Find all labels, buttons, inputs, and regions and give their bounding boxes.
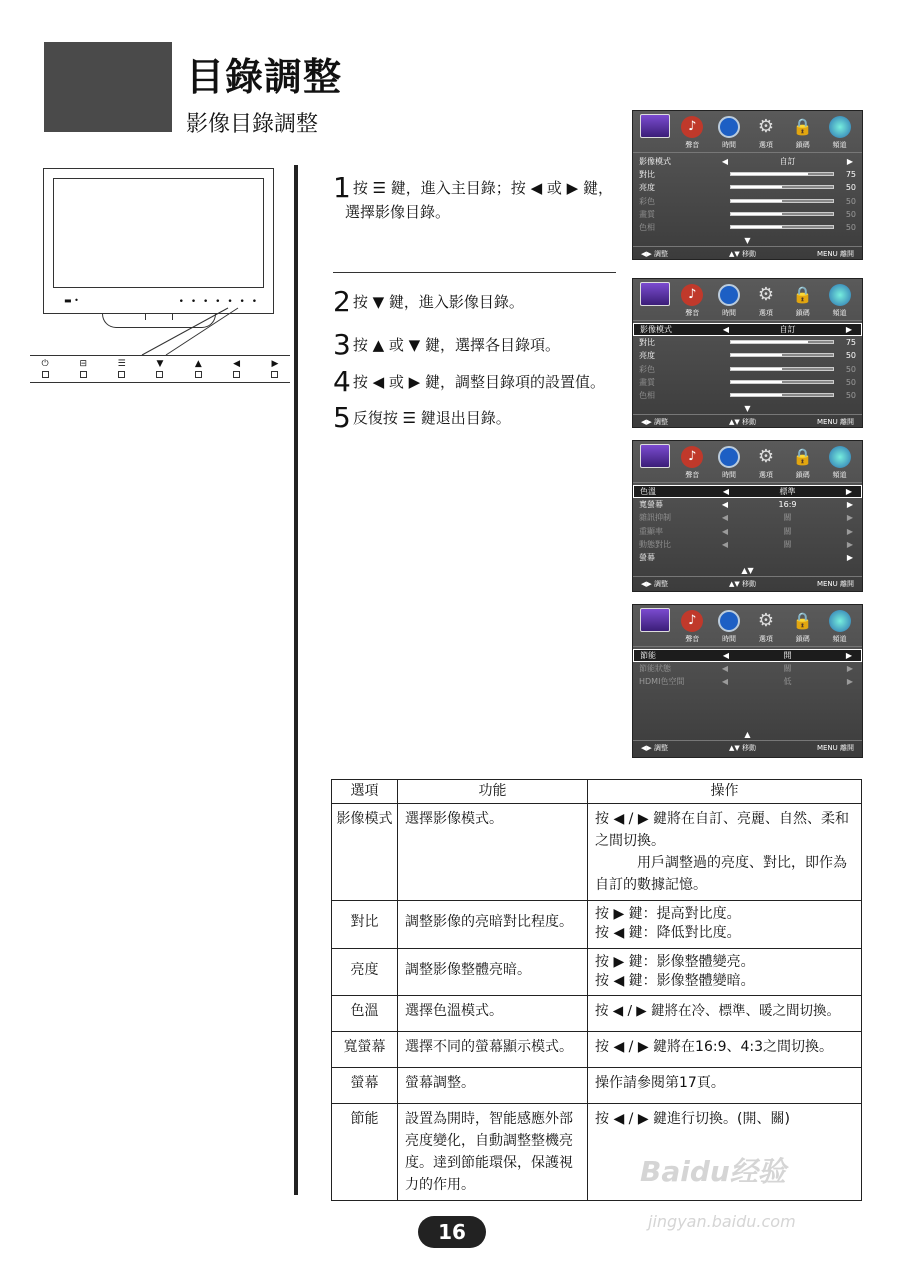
- step-divider: [333, 272, 616, 273]
- osd-row: 色溫 ◀ 標準 ▶: [633, 485, 862, 498]
- osd-slider: [730, 380, 834, 384]
- left-arrow-icon: ◀: [721, 677, 729, 687]
- step-5: 5 反復按 ☰ 鍵退出目錄。: [333, 401, 511, 434]
- osd-tab: ♪ 聲音: [675, 284, 709, 317]
- osd-tab-bar: [633, 441, 862, 483]
- table-row: 節能 設置為開時，智能感應外部亮度變化，自動調整整機亮度。達到節能環保，保護視力的作用。 按 ◀ / ▶ 鍵進行切換。(開、關): [332, 1104, 862, 1201]
- settings-table: [331, 779, 862, 1201]
- right-arrow-icon: ▶: [846, 500, 854, 510]
- osd-row: 色相 50: [639, 223, 856, 233]
- osd-tab: ⚙ 選項: [749, 116, 783, 149]
- table-row: 對比 調整影像的亮暗對比程度。 按 ▶ 鍵：提高對比度。 按 ◀ 鍵：降低對比度。: [332, 901, 862, 949]
- osd-tab: 🔒 鎖碼: [792, 117, 813, 149]
- clock-icon: [718, 610, 740, 632]
- page-subtitle: 影像目錄調整: [186, 112, 319, 137]
- osd-tab: [638, 444, 672, 479]
- down-button: [151, 359, 169, 382]
- lock-icon: 🔒: [792, 117, 813, 136]
- lock-icon: 🔒: [792, 285, 813, 304]
- right-arrow-icon: ▶: [846, 539, 854, 549]
- clock-icon: [718, 116, 740, 138]
- clock-icon: [718, 446, 740, 468]
- step-4: 4 按 ◀ 或 ▶ 鍵，調整目錄項的設置值。: [333, 365, 605, 398]
- header-block: [44, 42, 172, 132]
- up-icon: ▲: [194, 359, 202, 369]
- osd-row: HDMI色空間 ◀ 低 ▶: [633, 675, 862, 688]
- gear-icon: ⚙: [757, 284, 774, 305]
- osd-slider: [730, 225, 834, 229]
- osd-row: 雜訊抑制 ◀ 關 ▶: [633, 511, 862, 524]
- osd-tab: 🔒 鎖碼: [792, 611, 813, 643]
- right-arrow-icon: ▶: [845, 325, 853, 335]
- osd-tab: 頻道: [823, 610, 857, 643]
- globe-icon: [829, 116, 851, 138]
- tv-screen: [53, 178, 264, 288]
- right-arrow-icon: ▶: [846, 553, 854, 563]
- osd-tab: [638, 608, 672, 643]
- scroll-arrow-icon: ▼: [744, 404, 751, 414]
- osd-row: 畫質 50: [639, 209, 856, 219]
- page-title: 目錄調整: [186, 55, 343, 99]
- osd-row: 螢幕 ▶: [633, 551, 862, 564]
- scroll-arrow-icon: ▲▼: [741, 566, 754, 576]
- osd-tab: [638, 282, 672, 317]
- osd-row: 彩色 50: [639, 364, 856, 374]
- osd-row: 動態對比 ◀ 關 ▶: [633, 538, 862, 551]
- col-header-operation: 操作: [588, 780, 862, 804]
- left-arrow-icon: ◀: [722, 651, 730, 661]
- left-arrow-icon: ◀: [721, 513, 729, 523]
- osd-menu-picture-page3: [632, 604, 863, 758]
- right-arrow-icon: ▶: [846, 157, 854, 167]
- lock-icon: 🔒: [792, 447, 813, 466]
- osd-row: 亮度 50: [639, 183, 856, 193]
- osd-slider: [730, 393, 834, 397]
- tv-illustration: [43, 168, 274, 314]
- osd-row: 亮度 50: [639, 351, 856, 361]
- page-number: 16: [418, 1216, 486, 1248]
- left-arrow-icon: ◀: [721, 664, 729, 674]
- left-arrow-icon: ◀: [721, 539, 729, 549]
- table-row: 色溫 選擇色溫模式。 按 ◀ / ▶ 鍵將在冷、標準、暖之間切換。: [332, 996, 862, 1032]
- scroll-arrow-icon: ▲: [744, 730, 751, 740]
- right-arrow-icon: ▶: [845, 487, 853, 497]
- step-2: 2 按 ▼ 鍵，進入影像目錄。: [333, 285, 524, 318]
- left-icon: ◀: [233, 359, 241, 369]
- osd-tab: ⚙ 選項: [749, 610, 783, 643]
- osd-tab-bar: [633, 279, 862, 321]
- vertical-divider: [294, 165, 298, 1195]
- left-arrow-icon: ◀: [722, 325, 730, 335]
- picture-icon: [640, 114, 670, 138]
- globe-icon: [829, 610, 851, 632]
- osd-row: 對比 75: [639, 170, 856, 180]
- osd-row: 影像模式 ◀ 自訂 ▶: [633, 323, 862, 336]
- osd-tab-bar: [633, 605, 862, 647]
- osd-footer: ◀▶ 調整 ▲▼ 移動 MENU 離開: [633, 246, 862, 260]
- osd-slider: [730, 353, 834, 357]
- table-row: 螢幕 螢幕調整。 操作請參閱第17頁。: [332, 1068, 862, 1104]
- osd-tab: 時間: [712, 610, 746, 643]
- osd-slider: [730, 212, 834, 216]
- osd-tab: ♪ 聲音: [675, 116, 709, 149]
- osd-tab: ♪ 聲音: [675, 446, 709, 479]
- source-icon: ⊟: [79, 359, 88, 369]
- osd-row: 畫質 50: [639, 377, 856, 387]
- globe-icon: [829, 284, 851, 306]
- osd-slider: [730, 185, 834, 189]
- osd-menu-picture-page2: [632, 440, 863, 592]
- power-led-icon: ▬ •: [64, 296, 79, 305]
- osd-menu-picture-main: [632, 110, 863, 260]
- osd-tab-bar: [633, 111, 862, 153]
- osd-row: 節能狀態 ◀ 關 ▶: [633, 662, 862, 675]
- osd-tab: 時間: [712, 116, 746, 149]
- osd-row: 節能 ◀ 開 ▶: [633, 649, 862, 662]
- menu-button: [113, 359, 131, 382]
- osd-tab: 時間: [712, 446, 746, 479]
- osd-tab: 頻道: [823, 284, 857, 317]
- osd-row: 對比 75: [639, 338, 856, 348]
- right-arrow-icon: ▶: [845, 651, 853, 661]
- osd-slider: [730, 367, 834, 371]
- sound-icon: ♪: [681, 116, 703, 138]
- picture-icon: [640, 282, 670, 306]
- right-arrow-icon: ▶: [846, 677, 854, 687]
- osd-tab: [638, 114, 672, 149]
- osd-slider: [730, 172, 834, 176]
- osd-slider: [730, 340, 834, 344]
- watermark-url: jingyan.baidu.com: [648, 1212, 796, 1231]
- table-row: 亮度 調整影像整體亮暗。 按 ▶ 鍵：影像整體變亮。 按 ◀ 鍵：影像整體變暗。: [332, 949, 862, 996]
- osd-row: 彩色 50: [639, 196, 856, 206]
- osd-tab: ⚙ 選項: [749, 284, 783, 317]
- osd-row: 色相 50: [639, 391, 856, 401]
- osd-row: 寬螢幕 ◀ 16:9 ▶: [633, 498, 862, 511]
- osd-row: 重顯率 ◀ 關 ▶: [633, 525, 862, 538]
- power-button: [36, 359, 54, 382]
- left-arrow-icon: ◀: [721, 526, 729, 536]
- sound-icon: ♪: [681, 446, 703, 468]
- gear-icon: ⚙: [757, 116, 774, 137]
- col-header-item: 選項: [332, 780, 398, 804]
- gear-icon: ⚙: [757, 610, 774, 631]
- right-arrow-icon: ▶: [846, 526, 854, 536]
- left-arrow-icon: ◀: [722, 487, 730, 497]
- step-1: 1 按 ☰ 鍵，進入主目錄；按 ◀ 或 ▶ 鍵， 選擇影像目錄。: [333, 171, 613, 221]
- power-icon: ⏻: [41, 359, 49, 369]
- sound-icon: ♪: [681, 284, 703, 306]
- right-icon: ▶: [271, 359, 279, 369]
- up-button: [189, 359, 207, 382]
- osd-tab: 頻道: [823, 116, 857, 149]
- osd-slider: [730, 199, 834, 203]
- right-arrow-icon: ▶: [846, 513, 854, 523]
- osd-row: 影像模式 ◀ 自訂 ▶: [633, 155, 862, 168]
- osd-tab: ⚙ 選項: [749, 446, 783, 479]
- tv-stand: [102, 314, 216, 328]
- osd-menu-picture-selected: [632, 278, 863, 428]
- left-arrow-icon: ◀: [721, 157, 729, 167]
- picture-icon: [640, 608, 670, 632]
- osd-footer: ◀▶ 調整 ▲▼ 移動 MENU 離開: [633, 576, 862, 590]
- osd-tab: ♪ 聲音: [675, 610, 709, 643]
- scroll-arrow-icon: ▼: [744, 236, 751, 246]
- left-button: [228, 359, 246, 382]
- gear-icon: ⚙: [757, 446, 774, 467]
- source-button: [74, 359, 92, 382]
- osd-tab: 時間: [712, 284, 746, 317]
- osd-tab: 🔒 鎖碼: [792, 285, 813, 317]
- left-arrow-icon: ◀: [721, 500, 729, 510]
- right-button: [266, 359, 284, 382]
- osd-footer: ◀▶ 調整 ▲▼ 移動 MENU 離開: [633, 740, 862, 754]
- lock-icon: 🔒: [792, 611, 813, 630]
- tv-button-panel: [30, 355, 290, 383]
- osd-footer: ◀▶ 調整 ▲▼ 移動 MENU 離開: [633, 414, 862, 428]
- col-header-function: 功能: [398, 780, 588, 804]
- picture-icon: [640, 444, 670, 468]
- table-row: 寬螢幕 選擇不同的螢幕顯示模式。 按 ◀ / ▶ 鍵將在16:9、4:3之間切換。: [332, 1032, 862, 1068]
- menu-icon: ☰: [117, 359, 126, 369]
- osd-tab: 頻道: [823, 446, 857, 479]
- right-arrow-icon: ▶: [846, 664, 854, 674]
- tv-button-dots: • • • • • • •: [178, 297, 259, 307]
- osd-tab: 🔒 鎖碼: [792, 447, 813, 479]
- step-3: 3 按 ▲ 或 ▼ 鍵，選擇各目錄項。: [333, 328, 560, 361]
- watermark-logo: Baidu经验: [640, 1155, 786, 1188]
- table-row: 影像模式 選擇影像模式。 按 ◀ / ▶ 鍵將在自訂、亮麗、自然、柔和之間切換。 用戶調整過的亮度、對比，即作為自訂的數據記憶。: [332, 804, 862, 901]
- globe-icon: [829, 446, 851, 468]
- down-icon: ▼: [156, 359, 164, 369]
- sound-icon: ♪: [681, 610, 703, 632]
- clock-icon: [718, 284, 740, 306]
